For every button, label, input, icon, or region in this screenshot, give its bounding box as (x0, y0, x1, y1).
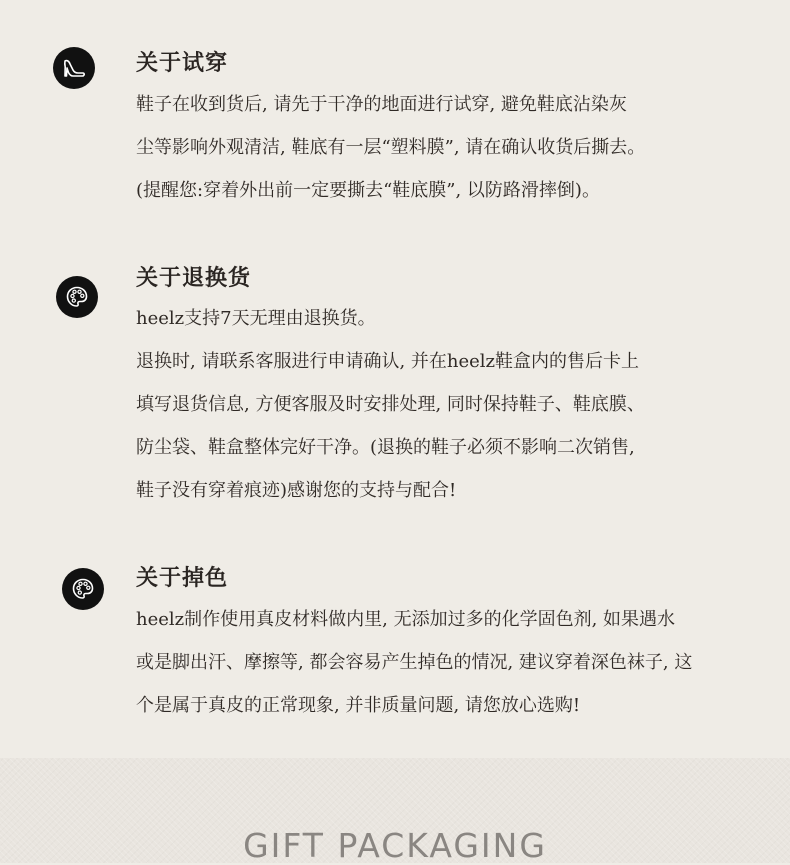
palette-icon (62, 568, 104, 610)
section-body (136, 598, 736, 727)
section-title: 关于掉色 (136, 565, 229, 591)
body-line: 退换时, 请联系客服进行申请确认, 并在heelz鞋盒内的售后卡上 (136, 351, 640, 372)
body-line: 填写退货信息, 方便客服及时安排处理, 同时保持鞋子、鞋底膜、 (136, 394, 645, 415)
high-heel-icon-glyph (61, 55, 87, 81)
body-line: heelz支持7天无理由退换货。 (136, 308, 376, 329)
section-body (136, 83, 736, 212)
footer-title: GIFT PACKAGING (243, 826, 547, 865)
body-line: 防尘袋、鞋盒整体完好干净。(退换的鞋子必须不影响二次销售, (136, 437, 635, 458)
body-line: 或是脚出汗、摩擦等, 都会容易产生掉色的情况, 建议穿着深色袜子, 这 (136, 652, 693, 673)
body-line: 个是属于真皮的正常现象, 并非质量问题, 请您放心选购! (136, 695, 581, 716)
palette-icon-glyph (70, 576, 96, 602)
body-line: heelz制作使用真皮材料做内里, 无添加过多的化学固色剂, 如果遇水 (136, 609, 676, 630)
section-title: 关于试穿 (136, 50, 229, 76)
palette-icon-glyph (64, 284, 90, 310)
high-heel-icon (53, 47, 95, 89)
section-title: 关于退换货 (136, 265, 252, 291)
body-line: 尘等影响外观清洁, 鞋底有一层“塑料膜”, 请在确认收货后撕去。 (136, 137, 646, 158)
body-line: (提醒您:穿着外出前一定要撕去“鞋底膜”, 以防路滑摔倒)。 (136, 180, 600, 201)
body-line: 鞋子在收到货后, 请先于干净的地面进行试穿, 避免鞋底沾染灰 (136, 94, 627, 115)
section-body (136, 297, 736, 512)
palette-icon (56, 276, 98, 318)
body-line: 鞋子没有穿着痕迹)感谢您的支持与配合! (136, 480, 457, 501)
